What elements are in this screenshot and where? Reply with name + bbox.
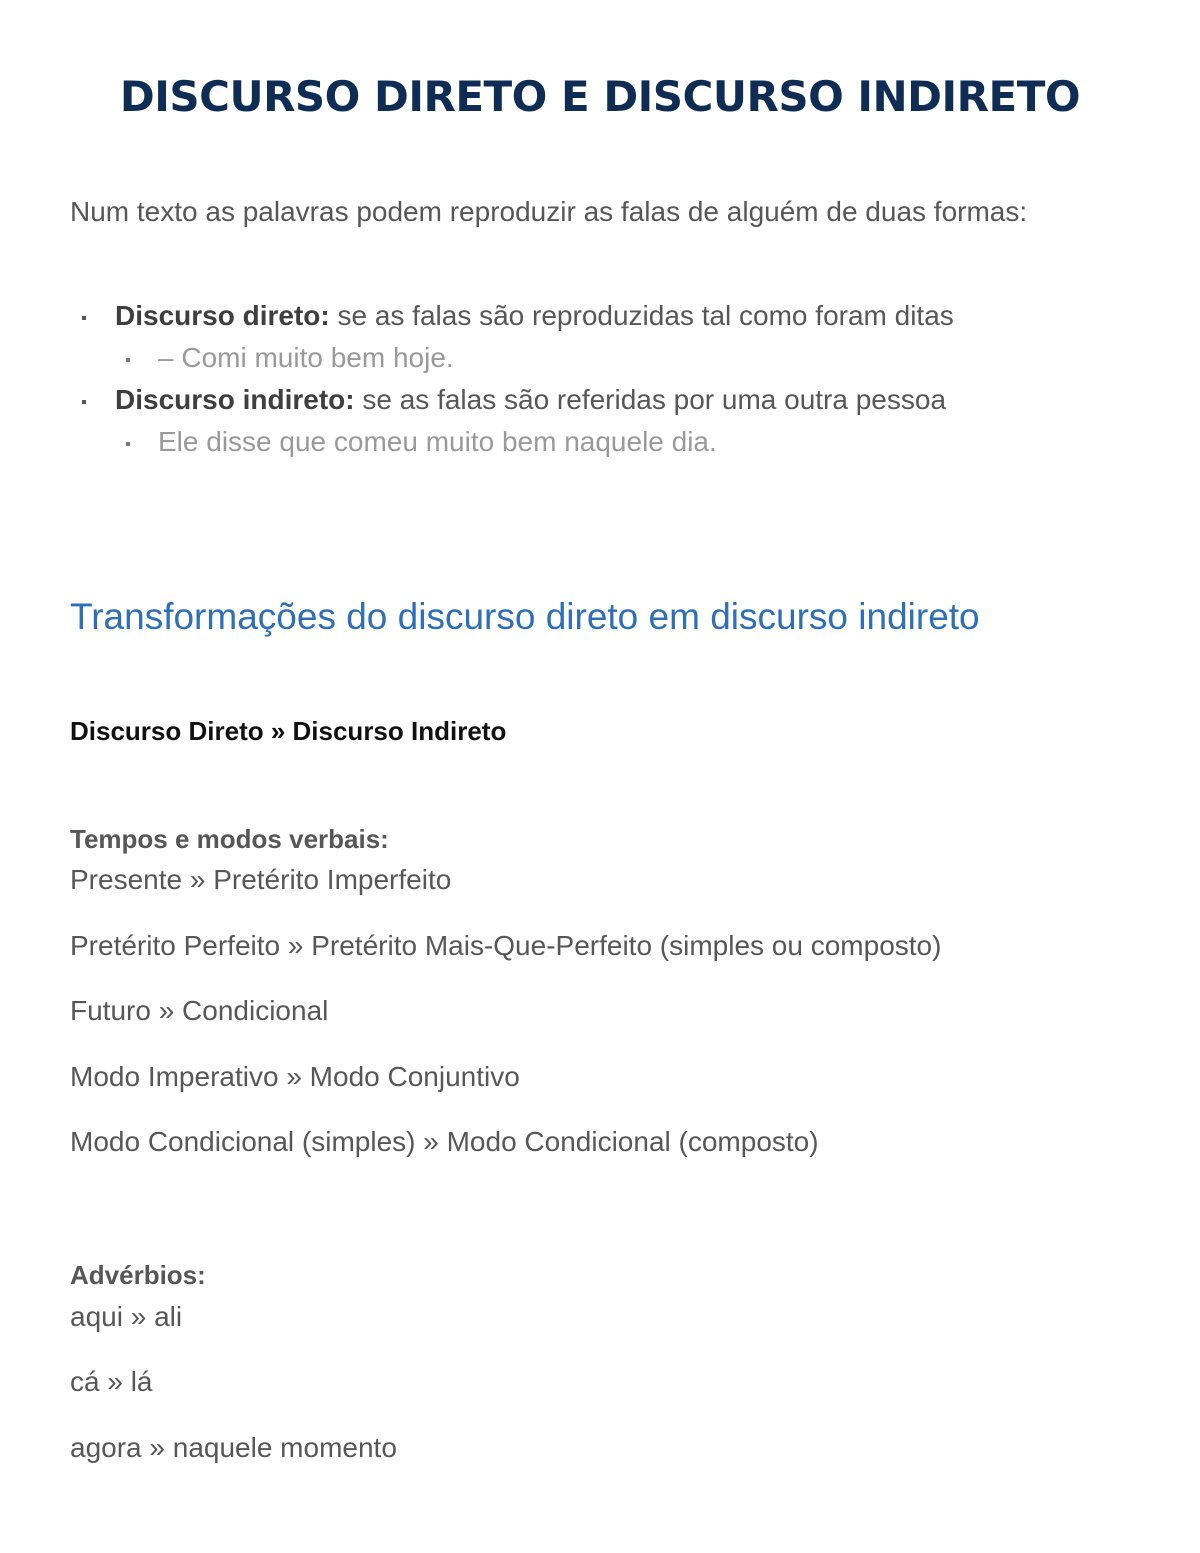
tempos-line: Modo Condicional (simples) » Modo Condicional (composto) — [70, 1126, 819, 1157]
list-item-text: se as falas são referidas por uma outra pessoa — [354, 384, 947, 415]
list-subitem-direct-example — [158, 338, 454, 378]
tempos-heading: Tempos e modos verbais: — [70, 824, 389, 854]
section-heading: Transformações do discurso direto em discurso indireto — [70, 596, 980, 637]
list-item-direct — [115, 296, 954, 336]
bullet-icon — [126, 442, 130, 446]
adverbios-heading: Advérbios: — [70, 1260, 206, 1290]
list-subitem-text: Ele disse que comeu muito bem naquele dia. — [158, 426, 717, 457]
list-item-indirect — [115, 380, 946, 420]
tempos-line: Modo Imperativo » Modo Conjuntivo — [70, 1061, 520, 1092]
list-item-label: Discurso indireto: — [115, 384, 355, 415]
bullet-icon — [126, 358, 130, 362]
adverbios-line: cá » lá — [70, 1366, 153, 1397]
list-subitem-indirect-example — [158, 422, 717, 462]
tempos-line: Presente » Pretérito Imperfeito — [70, 864, 452, 895]
intro-paragraph: Num texto as palavras podem reproduzir as falas de alguém de duas formas: — [70, 196, 1028, 227]
tempos-line: Pretérito Perfeito » Pretérito Mais-Que-Perfeito (simples ou composto) — [70, 930, 942, 961]
adverbios-line: agora » naquele momento — [70, 1432, 397, 1463]
list-item-label: Discurso direto: — [115, 300, 330, 331]
list-item-text: se as falas são reproduzidas tal como foram ditas — [329, 300, 954, 331]
list-subitem-text: – Comi muito bem hoje. — [158, 342, 454, 373]
bullet-icon — [82, 316, 86, 320]
bullet-icon — [82, 400, 86, 404]
subheading: Discurso Direto » Discurso Indireto — [70, 716, 507, 746]
tempos-line: Futuro » Condicional — [70, 995, 329, 1026]
document-title: DISCURSO DIRETO E DISCURSO INDIRETO — [119, 72, 1081, 121]
adverbios-line: aqui » ali — [70, 1301, 183, 1332]
